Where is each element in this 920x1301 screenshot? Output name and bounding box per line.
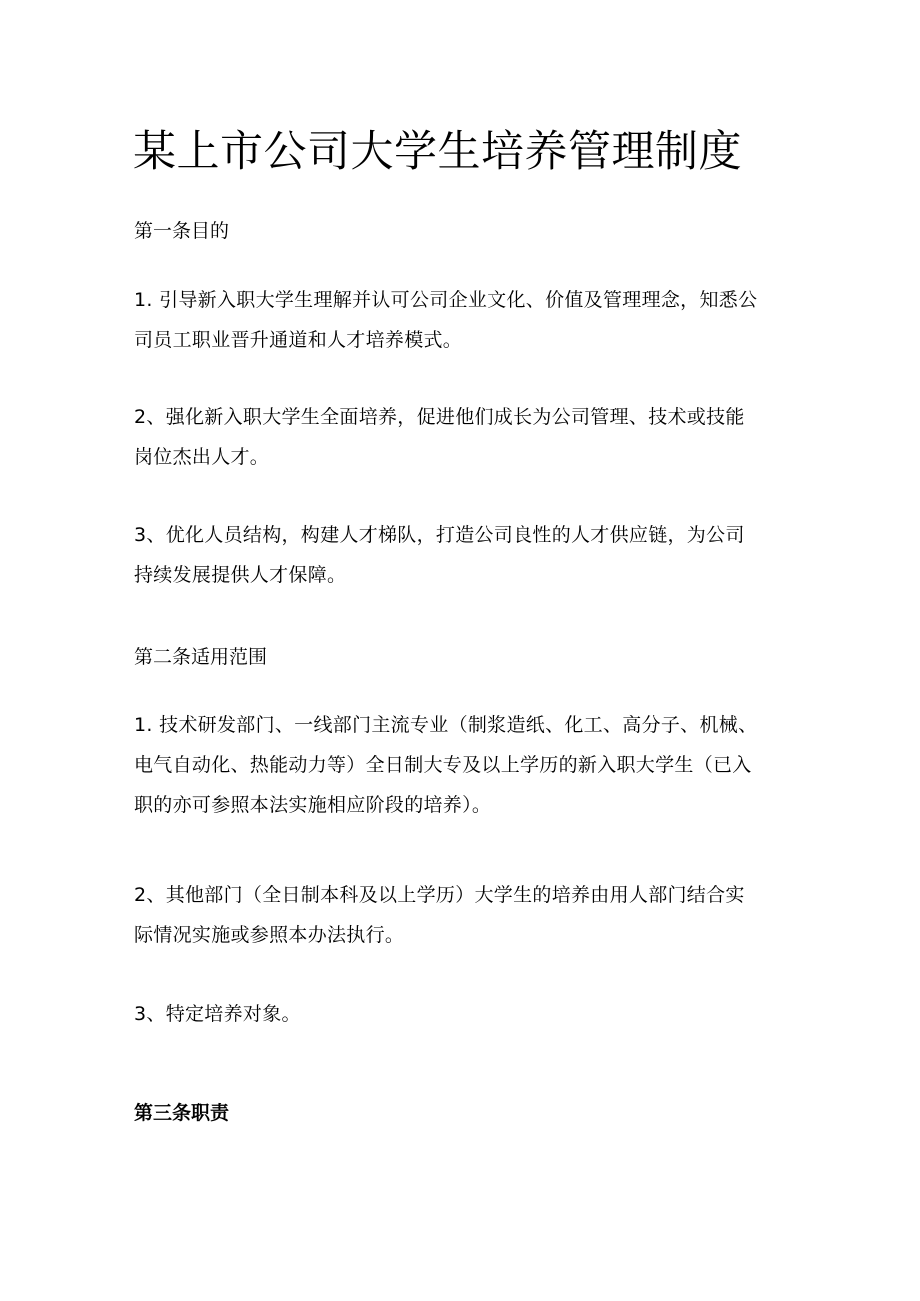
document-title: 某上市公司大学生培养管理制度: [133, 127, 742, 177]
paragraph-scope-3: [134, 994, 779, 1034]
paragraph-line: 3、特定培养对象。: [134, 1003, 301, 1025]
paragraph-line: 电气自动化、热能动力等）全日制大专及以上学历的新入职大学生（已入: [134, 754, 752, 776]
paragraph-line: 岗位杰出人才。: [134, 446, 270, 468]
section-heading-responsibilities: 第三条职责: [134, 1102, 230, 1124]
section-heading-scope: 第二条适用范围: [134, 646, 268, 668]
paragraph-line: 持续发展提供人才保障。: [134, 564, 347, 586]
paragraph-line: 2、强化新入职大学生全面培养，促进他们成长为公司管理、技术或技能: [134, 406, 745, 428]
paragraph-line: 3、优化人员结构，构建人才梯队，打造公司良性的人才供应链，为公司: [134, 524, 745, 546]
paragraph-purpose-2: [134, 397, 779, 477]
paragraph-line: 职的亦可参照本法实施相应阶段的培养）。: [134, 794, 492, 816]
paragraph-purpose-3: [134, 515, 779, 595]
paragraph-line: 司员工职业晋升通道和人才培养模式。: [134, 329, 463, 351]
paragraph-scope-1: [134, 705, 779, 825]
paragraph-scope-2: [134, 875, 779, 955]
paragraph-line: 1. 技术研发部门、一线部门主流专业（制浆造纸、化工、高分子、机械、: [134, 714, 758, 736]
paragraph-purpose-1: [134, 280, 779, 360]
paragraph-line: 2、其他部门（全日制本科及以上学历）大学生的培养由用人部门结合实: [134, 884, 745, 906]
section-heading-purpose: 第一条目的: [134, 220, 230, 242]
paragraph-line: 1. 引导新入职大学生理解并认可公司企业文化、价值及管理理念，知悉公: [134, 289, 758, 311]
paragraph-line: 际情况实施或参照本办法执行。: [134, 924, 405, 946]
